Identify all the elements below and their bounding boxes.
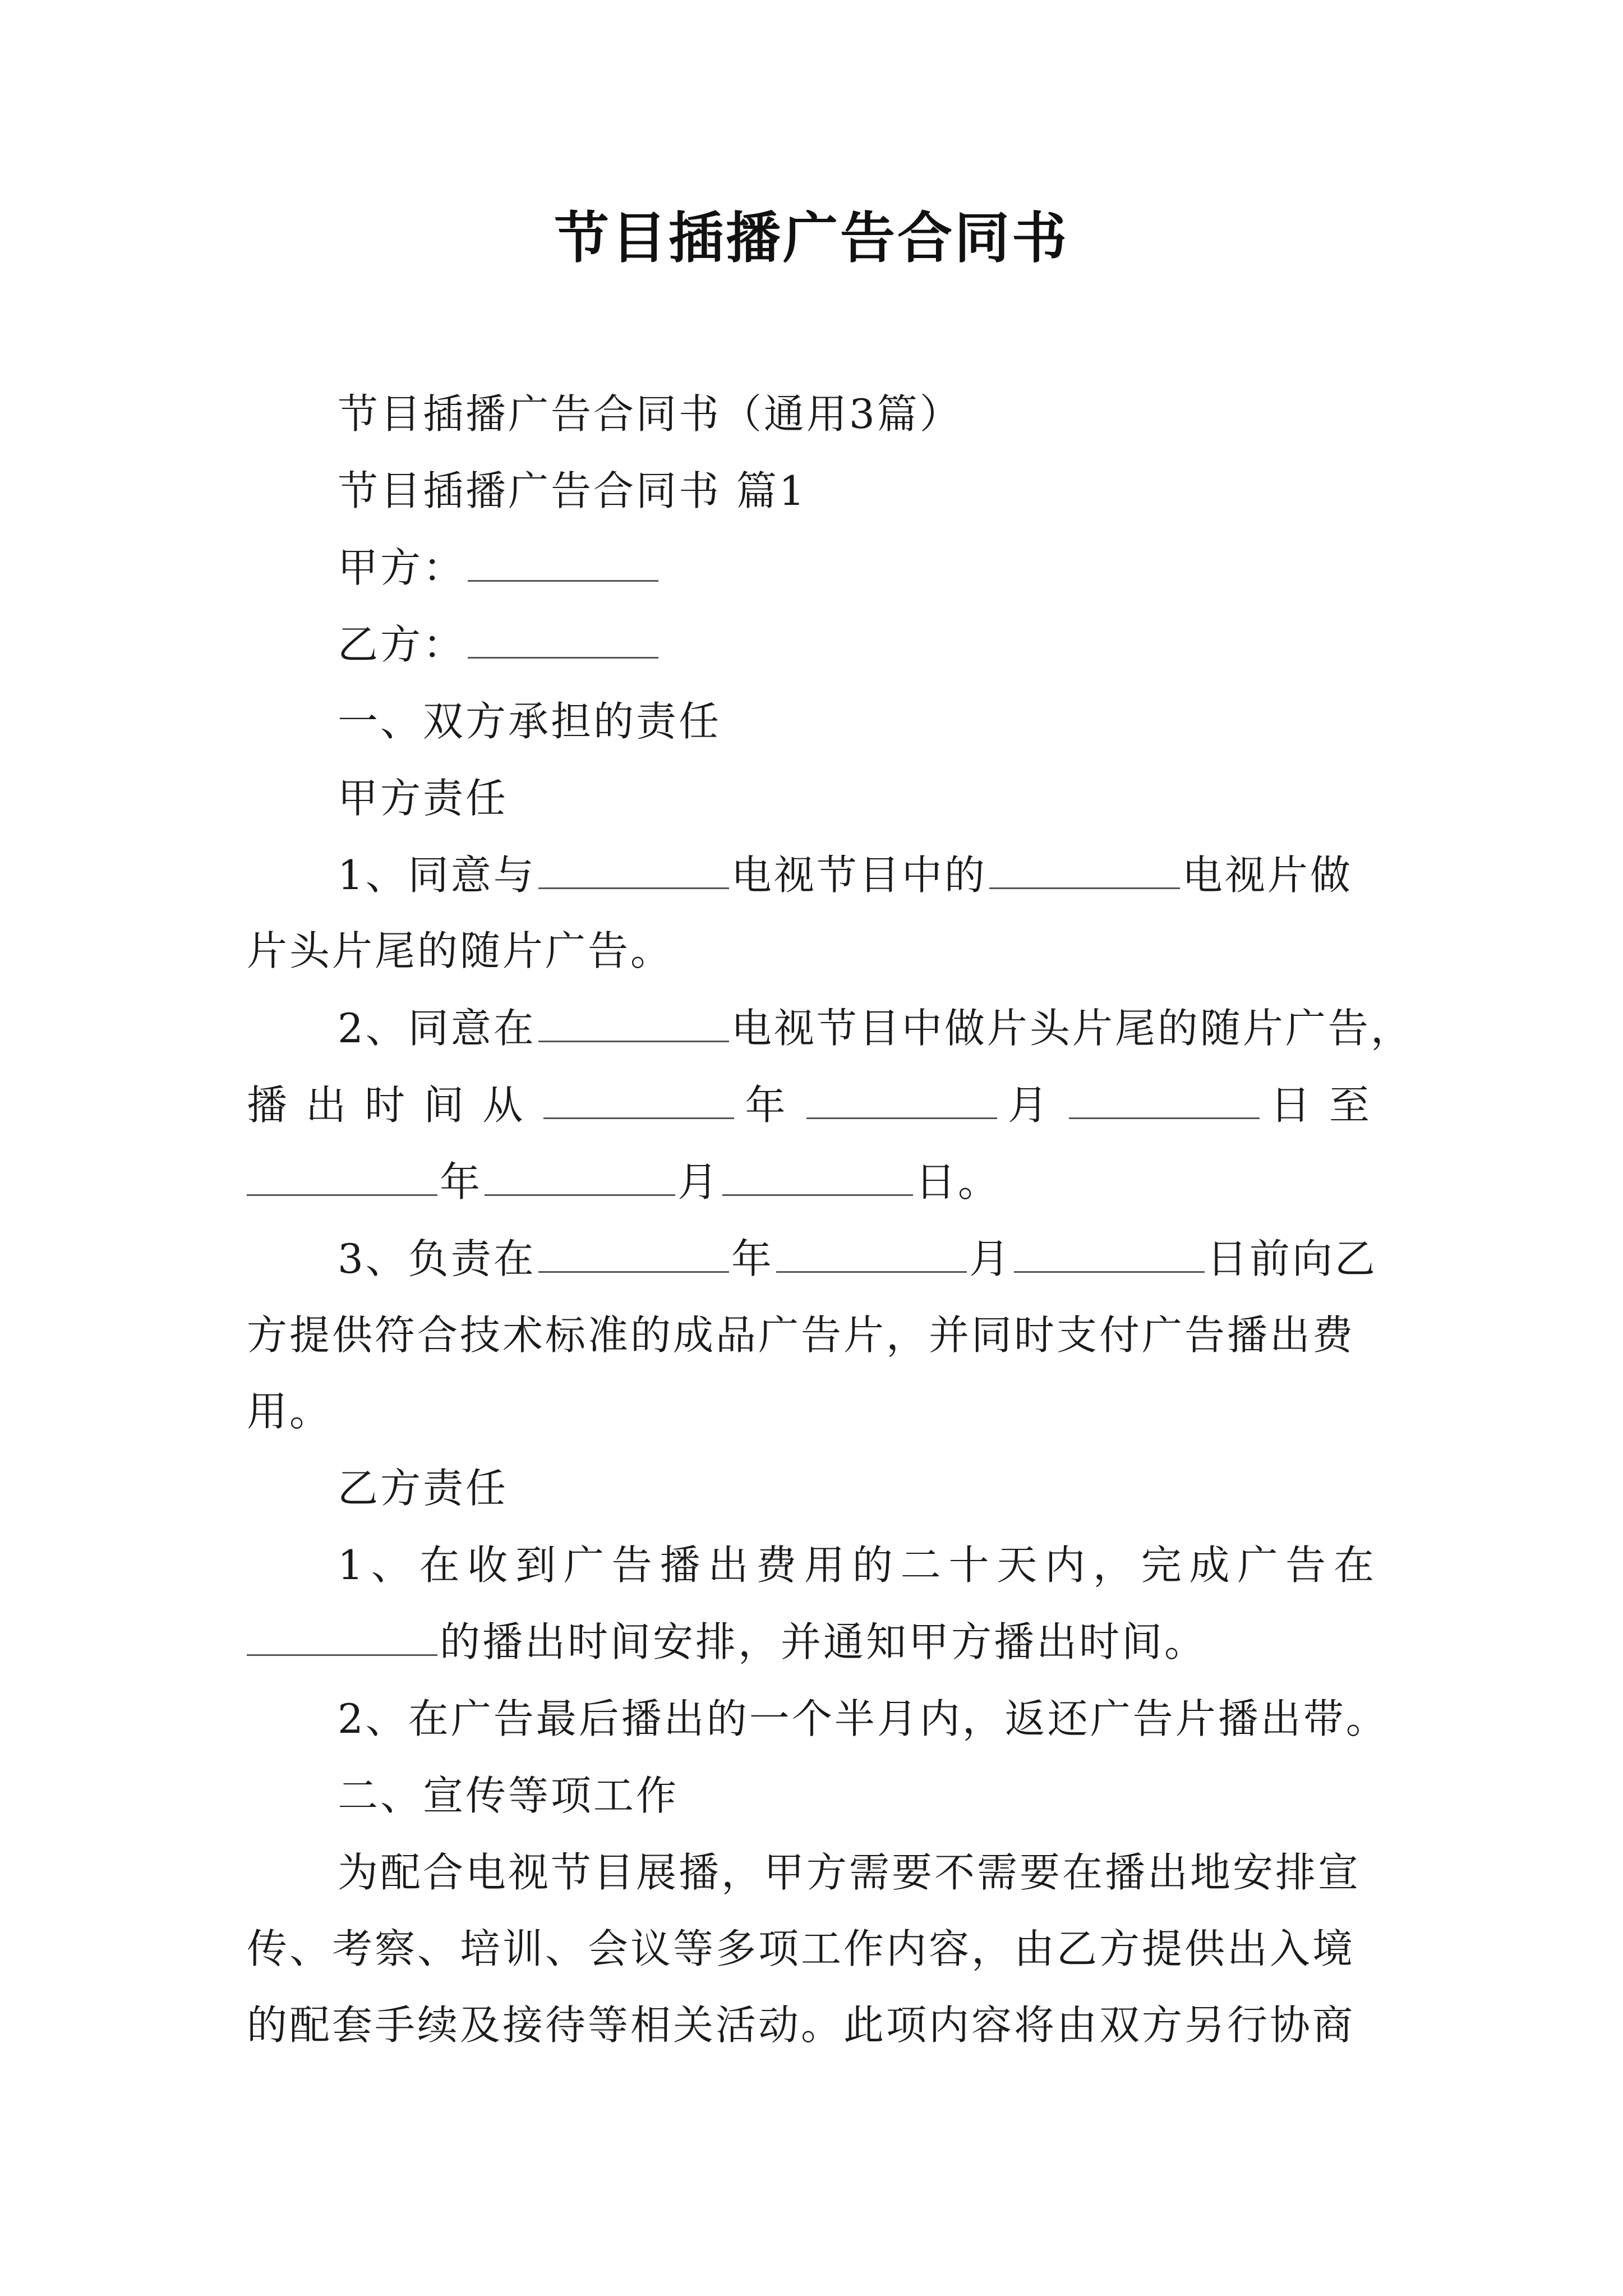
a3-blank-2 [776, 1271, 967, 1273]
a3-text-3: 月 [969, 1235, 1012, 1282]
a2-text-1: 2、同意在 [338, 1005, 536, 1052]
a2-text-5: 月 [999, 1082, 1067, 1129]
a1-line-1 [338, 847, 1353, 903]
party-b-duty-heading: 乙方责任 [338, 1465, 509, 1512]
a2-text-3: 播出时间从 [247, 1082, 542, 1129]
p2-line-3: 的配套手续及接待等相关活动。此项内容将由双方另行协商 [247, 2001, 1355, 2049]
a3-text-4: 日前向乙 [1206, 1235, 1377, 1282]
a3-line-1 [338, 1231, 1377, 1287]
a3-blank-1 [538, 1271, 729, 1273]
a2-text-2: 电视节目中做片头片尾的随片广告， [731, 1005, 1413, 1052]
a2-blank-1 [538, 1040, 729, 1042]
a3-text-2: 年 [731, 1235, 774, 1282]
document-title: 节目插播广告合同书 [554, 206, 1069, 270]
a1-text-1: 1、同意与 [338, 852, 536, 899]
a2-line-3 [247, 1154, 1000, 1210]
a1-text-3: 电视片做 [1182, 852, 1353, 899]
party-b-label: 乙方： [338, 621, 466, 668]
a3-blank-3 [1014, 1271, 1205, 1273]
a2-text-6: 日至 [1261, 1082, 1380, 1129]
b1-blank-1 [247, 1654, 437, 1656]
a1-blank-2 [989, 887, 1180, 889]
a2-text-4: 年 [736, 1082, 804, 1129]
party-b-line [338, 616, 661, 673]
a1-line-2: 片头片尾的随片广告。 [247, 927, 674, 974]
a2-blank-7 [722, 1194, 913, 1196]
a3-text-1: 3、负责在 [338, 1235, 536, 1282]
a2-text-9: 日。 [915, 1158, 1001, 1205]
section-1-heading: 一、双方承担的责任 [338, 698, 722, 745]
document-subtitle: 节目插播广告合同书（通用3篇） [338, 390, 962, 438]
a1-text-2: 电视节目中的 [731, 852, 987, 899]
a2-blank-4 [1069, 1117, 1260, 1119]
a2-line-2 [247, 1077, 1380, 1133]
section-2-heading: 二、宣传等项工作 [338, 1772, 679, 1819]
b1-text-2: 的播出时间安排，并通知甲方播出时间。 [440, 1618, 1207, 1665]
b1-line-2 [247, 1614, 1207, 1670]
a2-blank-3 [806, 1117, 997, 1119]
party-a-blank [468, 579, 658, 582]
a2-line-1 [338, 1000, 1413, 1056]
party-b-blank [468, 656, 658, 659]
b1-line-1: 1、在收到广告播出费用的二十天内，完成广告在 [338, 1542, 1380, 1589]
a2-text-8: 月 [677, 1158, 721, 1205]
a2-text-7: 年 [440, 1158, 483, 1205]
party-a-duty-heading: 甲方责任 [338, 775, 509, 822]
party-a-label: 甲方： [338, 544, 466, 591]
p2-line-1: 为配合电视节目展播，甲方需要不需要在播出地安排宣 [338, 1849, 1361, 1896]
a2-blank-5 [247, 1194, 437, 1196]
p2-line-2: 传、考察、培训、会议等多项工作内容，由乙方提供出入境 [247, 1925, 1355, 1972]
a3-line-3: 用。 [247, 1388, 333, 1435]
a3-line-2: 方提供符合技术标准的成品广告片，并同时支付广告播出费 [247, 1312, 1355, 1359]
a1-blank-1 [538, 887, 729, 889]
chapter-heading: 节目插播广告合同书 篇1 [338, 467, 807, 514]
b2-line: 2、在广告最后播出的一个半月内，返还广告片播出带。 [338, 1695, 1389, 1742]
a2-blank-2 [543, 1117, 734, 1119]
a2-blank-6 [485, 1194, 675, 1196]
party-a-line [338, 540, 661, 596]
